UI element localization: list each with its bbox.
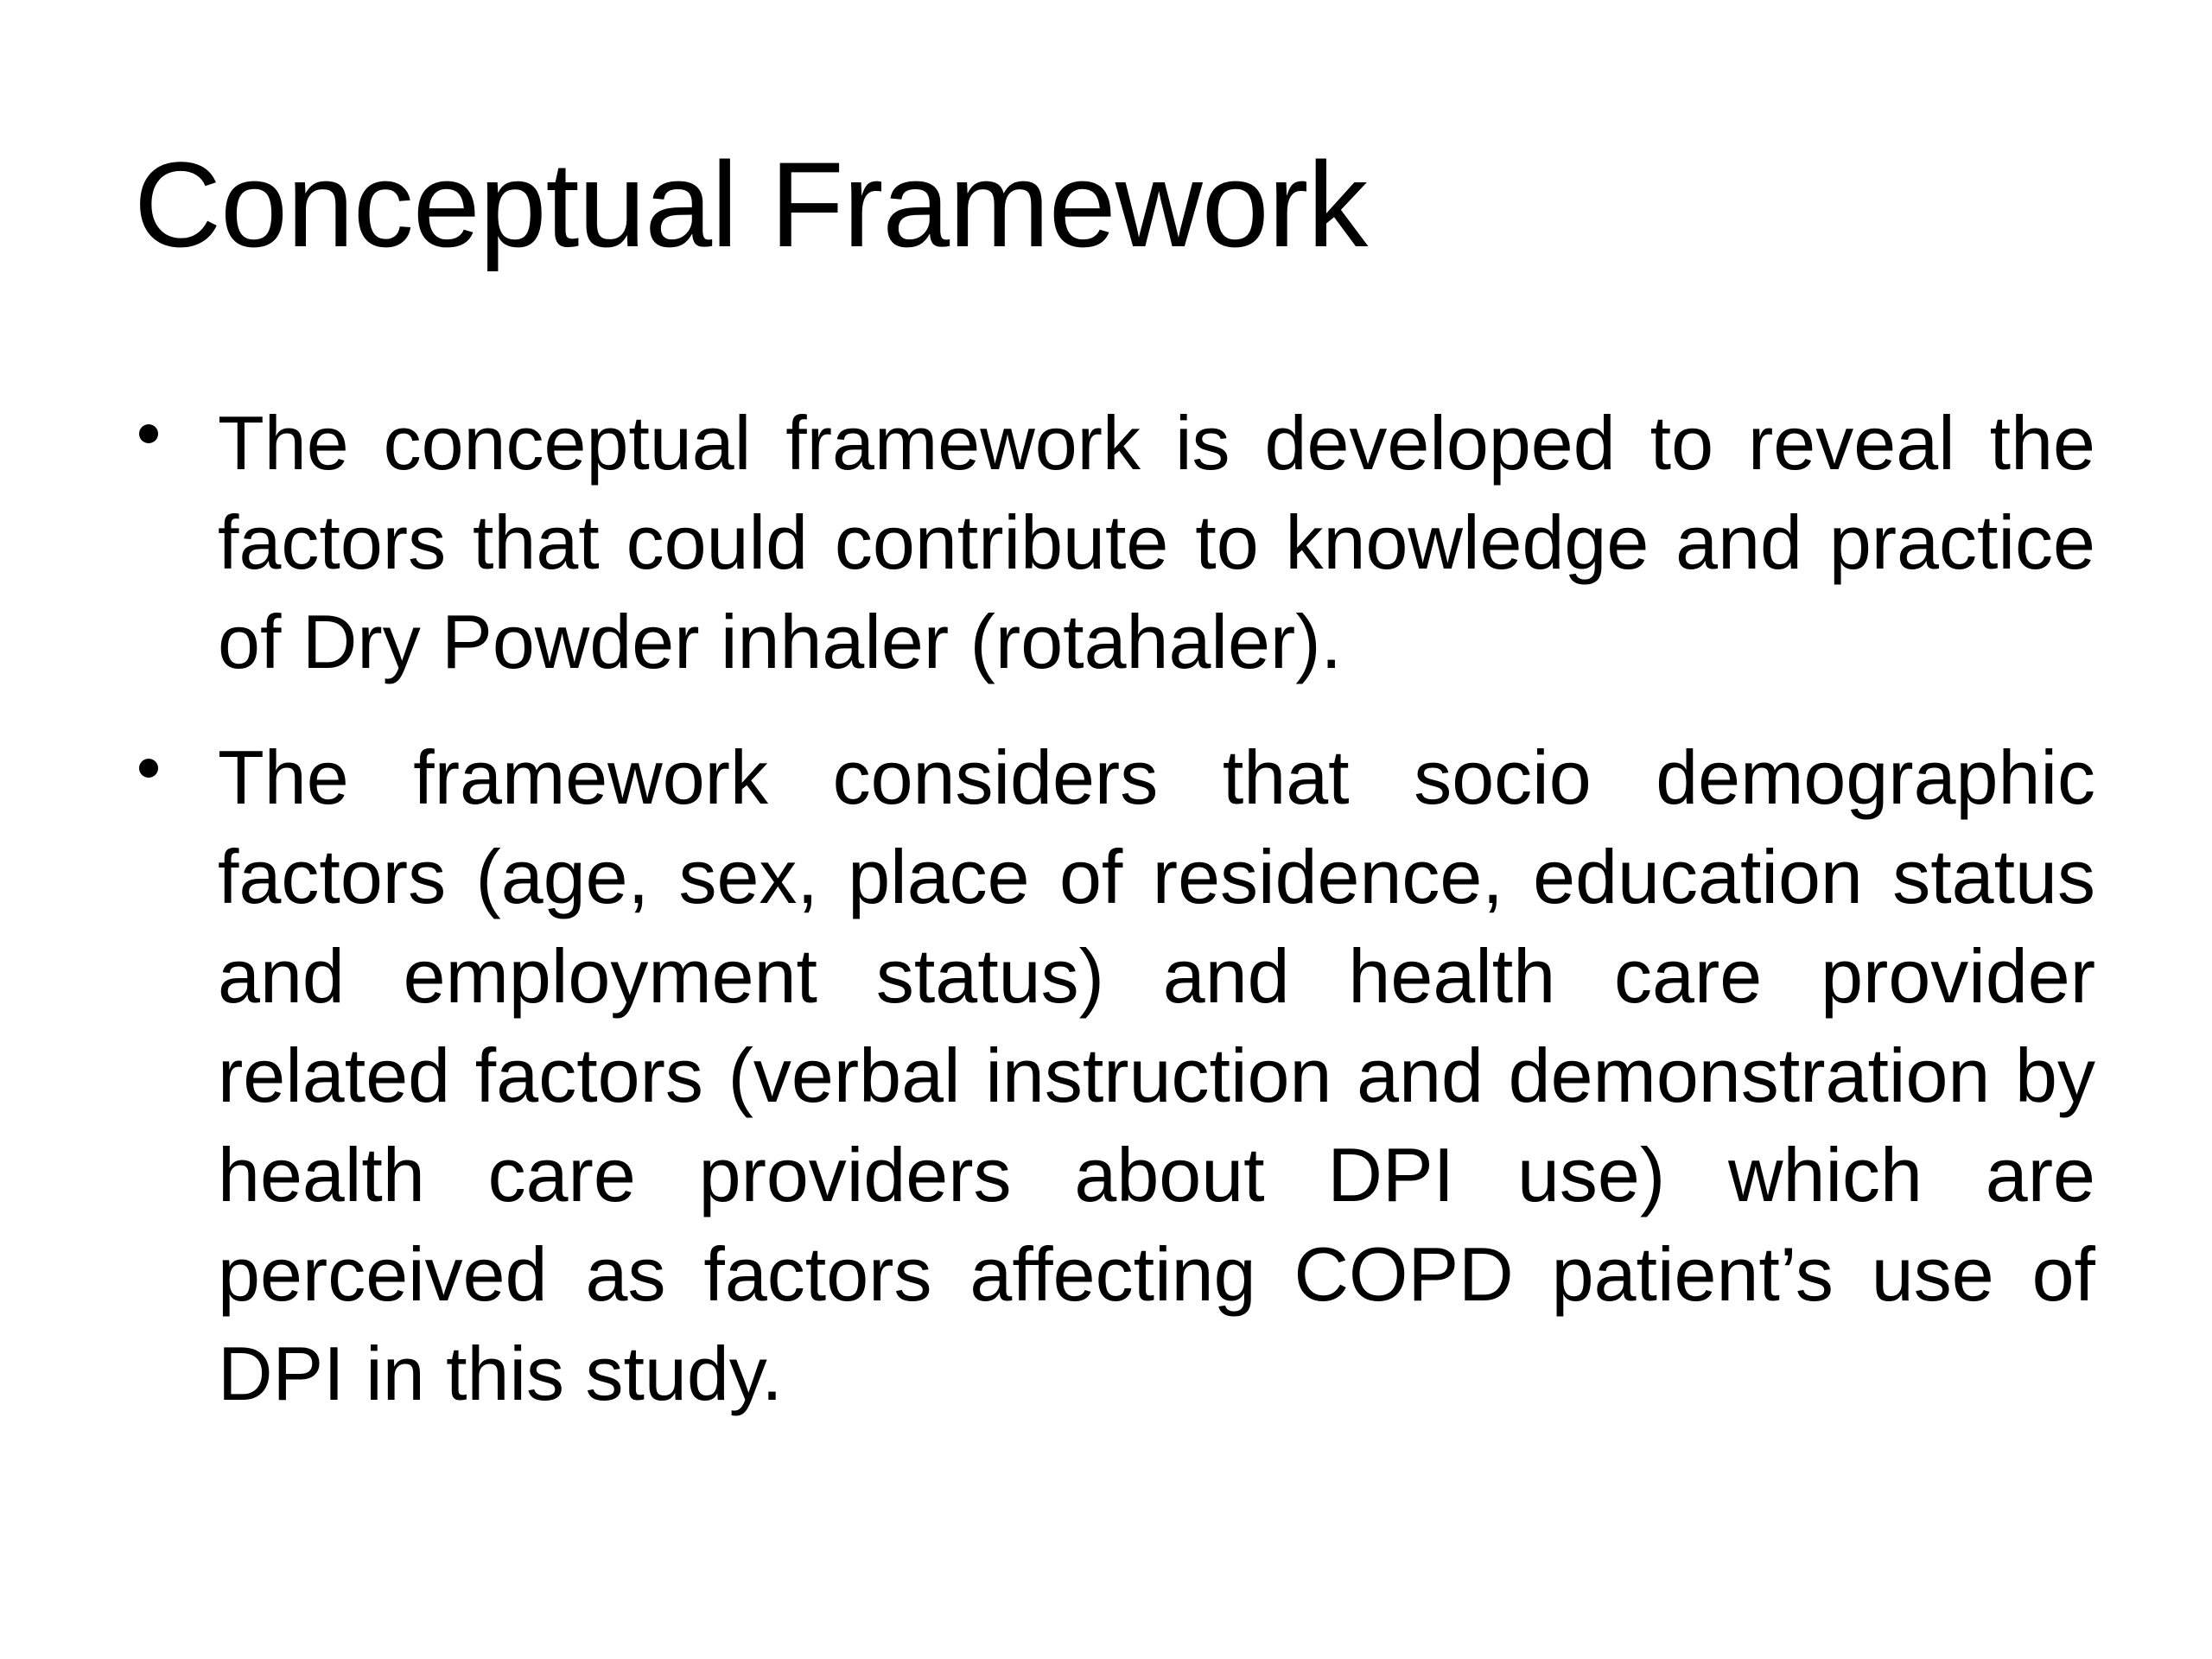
bullet-list bbox=[134, 393, 2095, 1459]
bullet-text: The conceptual framework is developed to reveal the factors that could contribute to knowledge and practice of Dry Powder inhaler (rotahaler). bbox=[218, 400, 2095, 684]
bullet-text: The framework considers that socio demographic factors (age, sex, place of residence, education status and employment status) and health care provider related factors (verbal instruction and demonstration by health care providers about DPI use) which are perceived as factors affecting COPD patient’s use of DPI in this study. bbox=[218, 734, 2095, 1416]
bullet-item bbox=[134, 393, 2095, 691]
slide-title: Conceptual Framework bbox=[134, 137, 1368, 272]
bullet-item bbox=[134, 728, 2095, 1423]
bullet-icon bbox=[139, 424, 158, 443]
bullet-icon bbox=[139, 759, 158, 778]
